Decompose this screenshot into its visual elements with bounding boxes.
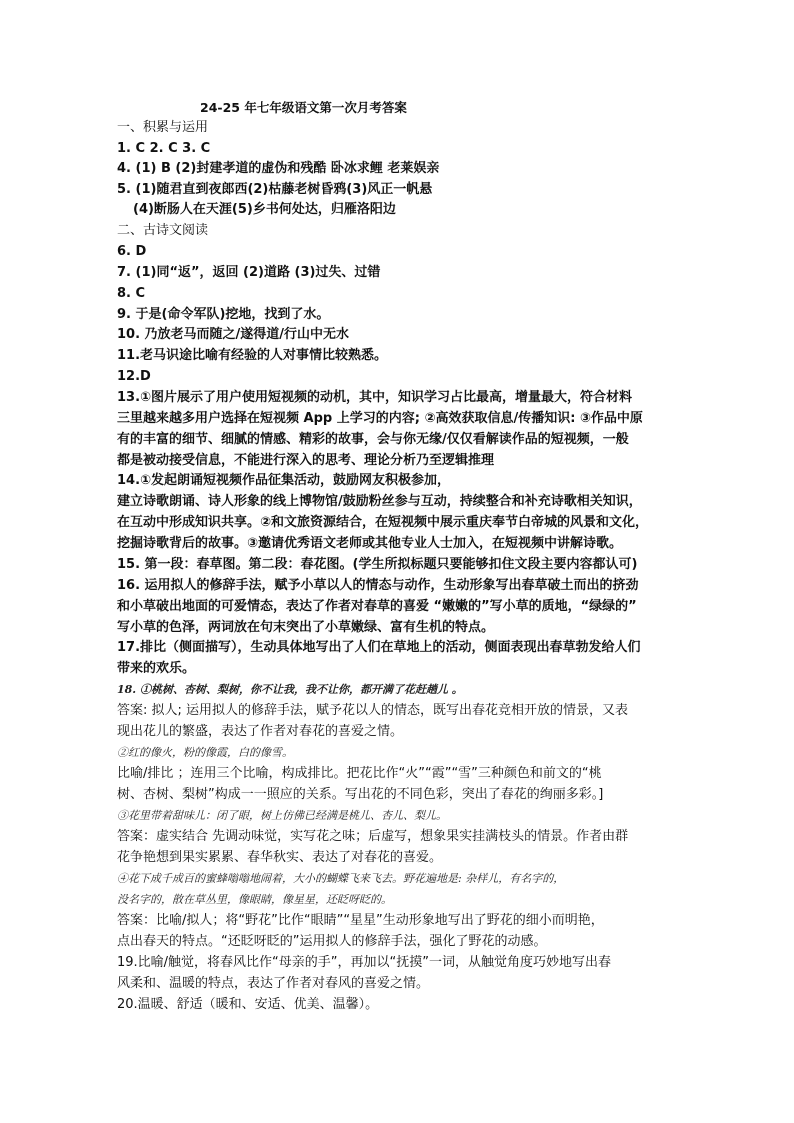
answer-line: 三里越来越多用户选择在短视频 App 上学习的内容; ②高效获取信息/传播知识: ③作品中原 (117, 411, 643, 426)
answer-line: 树、杏树、梨树”构成一一照应的关系。写出花的不同色彩，突出了春花的绚丽多彩。] (117, 787, 604, 802)
answer-line: 15. 第一段：春草图。第二段：春花图。(学生所拟标题只要能够扣住文段主要内容都认可) (117, 557, 638, 572)
answer-line: 没名字的，散在草丛里，像眼睛，像星星，还眨呀眨的。 (117, 893, 392, 906)
answer-line: 11.老马识途比喻有经验的人对事情比较熟悉。 (117, 348, 388, 363)
answer-line: 现出花儿的繁盛，表达了作者对春花的喜爱之情。 (117, 724, 404, 739)
answer-line: 16. 运用拟人的修辞手法，赋予小草以人的情态与动作，生动形象写出春草破土而出的挤劲 (117, 578, 639, 593)
answer-line: 挖掘诗歌背后的故事。③邀请优秀语文老师或其他专业人士加入，在短视频中讲解诗歌。 (117, 536, 623, 551)
answer-line: ②红的像火，粉的像霞，白的像雪。 (117, 746, 293, 759)
answer-line: 都是被动接受信息，不能进行深入的思考、理论分析乃至逻辑推理 (117, 453, 495, 468)
answer-line: 9. 于是(命令军队)挖地，找到了水。 (117, 307, 330, 322)
answer-line: 写小草的色泽，两词放在句末突出了小草嫩绿、富有生机的特点。 (117, 620, 495, 635)
answer-line: 10. 乃放老马而随之/遂得道/行山中无水 (117, 327, 350, 342)
answer-line: 1. C 2. C 3. C (117, 141, 211, 156)
answer-line: 7. (1)同“返”，返回 (2)道路 (3)过失、过错 (117, 265, 381, 280)
answer-line: 12.D (117, 369, 151, 384)
answer-line: 20.温暖、舒适（暖和、安适、优美、温馨）。 (117, 997, 379, 1012)
answer-line: 18. ①桃树、杏树、梨树，你不让我，我不让你，都开满了花赶趟儿 。 (117, 683, 463, 696)
answer-line: 13.①图片展示了用户使用短视频的动机，其中，知识学习占比最高，增量最大，符合材料 (117, 390, 633, 405)
answer-line: 花争艳想到果实累累、春华秋实、表达了对春花的喜爱。 (117, 850, 443, 865)
answer-line: 答案：比喻/拟人；将“野花”比作“眼睛”“星星”生动形象地写出了野花的细小而明艳， (117, 913, 604, 928)
answer-line: 答案: 拟人; 运用拟人的修辞手法，赋予花以人的情态，既写出春花竞相开放的情景，又表 (117, 703, 629, 718)
answer-line: 比喻/排比 ；连用三个比喻，构成排比。把花比作“火”“霞”“雪”三种颜色和前文的“桃 (117, 766, 602, 781)
answer-line: 和小草破出地面的可爱情态，表达了作者对春草的喜爱 “嫩嫩的”写小草的质地，“绿绿的” (117, 599, 637, 614)
section-heading: 二、古诗文阅读 (117, 223, 209, 238)
answer-line: 答案：虚实结合 先调动味觉，实写花之味；后虚写，想象果实挂满枝头的情景。作者由群 (117, 829, 629, 844)
answer-line: (4)断肠人在天涯(5)乡书何处达，归雁洛阳边 (133, 202, 396, 217)
answer-line: 带来的欢乐。 (117, 661, 196, 676)
answer-line: 风柔和、温暖的特点，表达了作者对春风的喜爱之情。 (117, 976, 430, 991)
answer-line: ④花下成千成百的蜜蜂嗡嗡地闹着，大小的蝴蝶飞来飞去。野花遍地是: 杂样儿，有名字的， (117, 872, 565, 885)
answer-line: 在互动中形成知识共享。②和文旅资源结合，在短视频中展示重庆奉节白帝城的风景和文化， (117, 515, 649, 530)
answer-line: 8. C (117, 286, 146, 301)
document-title: 24-25 年七年级语文第一次月考答案 (200, 100, 407, 115)
answer-line: ③花里带着甜味儿：闭了眼，树上仿佛已经满是桃儿、杏儿、梨儿。 (117, 809, 447, 822)
answer-line: 建立诗歌朗诵、诗人形象的线上博物馆/鼓励粉丝参与互动，持续整合和补充诗歌相关知识， (117, 494, 642, 509)
answer-line: 17.排比（侧面描写），生动具体地写出了人们在草地上的活动，侧面表现出春草勃发给人们 (117, 640, 641, 655)
answer-line: 14.①发起朗诵短视频作品征集活动，鼓励网友积极参加， (117, 473, 451, 488)
answer-line: 19.比喻/触觉，将春风比作“母亲的手”，再加以“抚摸”一词，从触觉角度巧妙地写出春 (117, 955, 611, 970)
answer-line: 5. (1)随君直到夜郎西(2)枯藤老树昏鸦(3)风正一帆悬 (117, 182, 433, 197)
section-heading: 一、积累与运用 (117, 120, 209, 135)
answer-line: 点出春天的特点。“还眨呀眨的”运用拟人的修辞手法，强化了野花的动感。 (117, 934, 547, 949)
answer-line: 4. (1) B (2)封建孝道的虚伪和残酷 卧冰求鲤 老莱娱亲 (117, 161, 440, 176)
answer-line: 6. D (117, 244, 147, 259)
answer-line: 有的丰富的细节、细腻的情感、精彩的故事，会与你无缘/仅仅看解读作品的短视频，一般 (117, 432, 629, 447)
